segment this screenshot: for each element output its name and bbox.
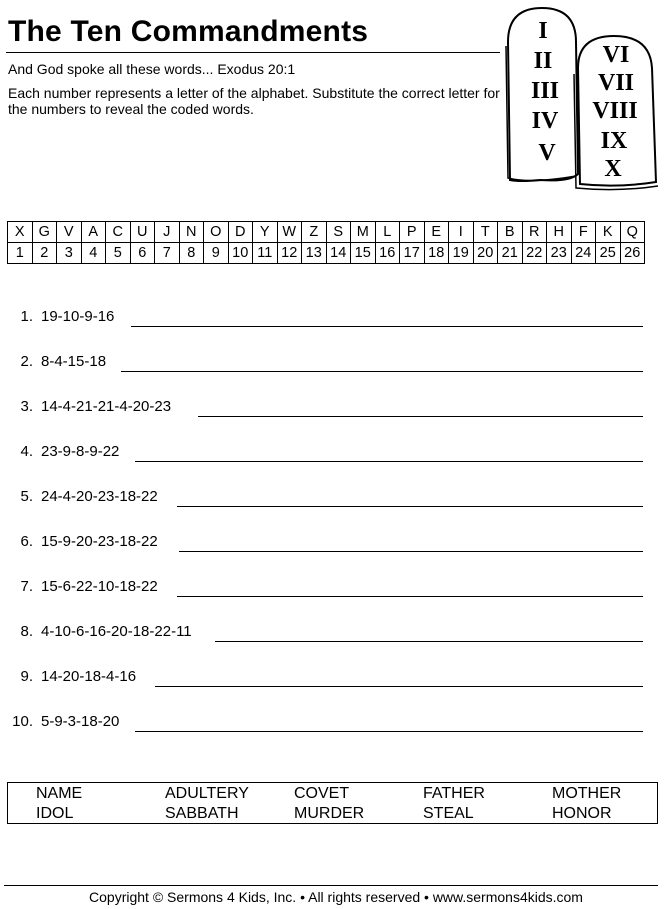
- cipher-letter-cell: U: [130, 222, 155, 243]
- cipher-number-cell: 22: [522, 243, 547, 264]
- cipher-number-cell: 1: [8, 243, 33, 264]
- question-number: 1.: [20, 308, 33, 325]
- answer-line[interactable]: [177, 596, 643, 597]
- cipher-number-cell: 17: [400, 243, 425, 264]
- coded-word-row: [0, 345, 672, 375]
- cipher-letter-cell: Y: [253, 222, 278, 243]
- number-code: 4-10-6-16-20-18-22-11: [41, 623, 192, 640]
- cipher-number-cell: 25: [596, 243, 621, 264]
- numeral-7: VII: [597, 70, 635, 96]
- answer-line[interactable]: [179, 551, 643, 552]
- cipher-letter-cell: M: [351, 222, 376, 243]
- question-number: 5.: [20, 488, 33, 505]
- cipher-number-cell: 7: [155, 243, 180, 264]
- cipher-letter-cell: V: [57, 222, 82, 243]
- cipher-number-cell: 12: [277, 243, 302, 264]
- word-bank-item: NAME: [36, 785, 83, 802]
- numeral-6: VI: [602, 42, 630, 68]
- cipher-letter-cell: Z: [302, 222, 327, 243]
- numeral-3: III: [530, 78, 560, 104]
- number-code: 8-4-15-18: [41, 353, 107, 370]
- word-bank-item: HONOR: [552, 805, 612, 822]
- cipher-key-table: [7, 221, 645, 264]
- cipher-letter-cell: C: [106, 222, 131, 243]
- question-number: 3.: [20, 398, 33, 415]
- cipher-letter-cell: N: [179, 222, 204, 243]
- cipher-number-cell: 18: [424, 243, 449, 264]
- question-number: 4.: [20, 443, 33, 460]
- cipher-letter-cell: X: [8, 222, 33, 243]
- cipher-number-cell: 20: [473, 243, 498, 264]
- answer-line[interactable]: [215, 641, 643, 642]
- cipher-number-cell: 23: [547, 243, 572, 264]
- cipher-letter-cell: I: [449, 222, 474, 243]
- answer-line[interactable]: [121, 371, 643, 372]
- coded-word-row: [0, 570, 672, 600]
- cipher-number-row: [8, 243, 645, 264]
- number-code: 24-4-20-23-18-22: [41, 488, 158, 505]
- cipher-letter-row: [8, 222, 645, 243]
- word-bank-item: FATHER: [423, 785, 485, 802]
- numeral-5: V: [538, 140, 556, 166]
- cipher-number-cell: 24: [571, 243, 596, 264]
- title-divider: [6, 52, 500, 53]
- word-bank: [7, 782, 658, 824]
- coded-word-row: [0, 615, 672, 645]
- cipher-number-cell: 5: [106, 243, 131, 264]
- cipher-letter-cell: L: [375, 222, 400, 243]
- page-title: The Ten Commandments: [8, 15, 369, 48]
- number-code: 5-9-3-18-20: [41, 713, 120, 730]
- cipher-letter-cell: E: [424, 222, 449, 243]
- number-code: 19-10-9-16: [41, 308, 115, 325]
- number-code: 14-20-18-4-16: [41, 668, 137, 685]
- cipher-letter-cell: D: [228, 222, 253, 243]
- cipher-letter-cell: O: [204, 222, 229, 243]
- word-bank-item: MURDER: [294, 805, 365, 822]
- answer-line[interactable]: [198, 416, 643, 417]
- question-number: 2.: [20, 353, 33, 370]
- word-bank-item: MOTHER: [552, 785, 622, 802]
- cipher-number-cell: 15: [351, 243, 376, 264]
- cipher-letter-cell: Q: [620, 222, 645, 243]
- coded-word-row: [0, 435, 672, 465]
- coded-word-row: [0, 390, 672, 420]
- answer-line[interactable]: [155, 686, 643, 687]
- cipher-number-cell: 4: [81, 243, 106, 264]
- word-bank-item: COVET: [294, 785, 350, 802]
- numeral-4: IV: [531, 108, 559, 134]
- cipher-number-cell: 8: [179, 243, 204, 264]
- word-bank-item: SABBATH: [165, 805, 239, 822]
- cipher-letter-cell: G: [32, 222, 57, 243]
- numeral-2: II: [533, 48, 553, 74]
- question-number: 10.: [12, 713, 33, 730]
- question-number: 8.: [20, 623, 33, 640]
- number-code: 14-4-21-21-4-20-23: [41, 398, 172, 415]
- footer-divider: [4, 885, 658, 886]
- question-number: 7.: [20, 578, 33, 595]
- word-bank-item: IDOL: [36, 805, 74, 822]
- stone-tablets-illustration: [500, 2, 666, 192]
- cipher-letter-cell: B: [498, 222, 523, 243]
- cipher-letter-cell: R: [522, 222, 547, 243]
- answer-line[interactable]: [131, 326, 643, 327]
- instructions-text: Each number represents a letter of the alphabet. Substitute the correct letter for the numbers to reveal the coded words.: [8, 85, 500, 117]
- cipher-letter-cell: S: [326, 222, 351, 243]
- cipher-number-cell: 3: [57, 243, 82, 264]
- coded-word-row: [0, 525, 672, 555]
- question-number: 6.: [20, 533, 33, 550]
- numeral-10: X: [604, 156, 622, 182]
- cipher-letter-cell: F: [571, 222, 596, 243]
- cipher-letter-cell: W: [277, 222, 302, 243]
- numeral-1: I: [538, 18, 548, 44]
- number-code: 23-9-8-9-22: [41, 443, 120, 460]
- cipher-number-cell: 11: [253, 243, 278, 264]
- numeral-8: VIII: [592, 98, 638, 124]
- cipher-number-cell: 14: [326, 243, 351, 264]
- question-number: 9.: [20, 668, 33, 685]
- cipher-number-cell: 21: [498, 243, 523, 264]
- cipher-number-cell: 2: [32, 243, 57, 264]
- cipher-number-cell: 26: [620, 243, 645, 264]
- cipher-letter-cell: J: [155, 222, 180, 243]
- answer-line[interactable]: [177, 506, 643, 507]
- scripture-verse: And God spoke all these words... Exodus 20:1: [8, 61, 296, 77]
- word-bank-item: ADULTERY: [165, 785, 249, 802]
- answer-line[interactable]: [135, 731, 643, 732]
- coded-word-row: [0, 705, 672, 735]
- cipher-number-cell: 6: [130, 243, 155, 264]
- number-code: 15-6-22-10-18-22: [41, 578, 158, 595]
- word-bank-item: STEAL: [423, 805, 474, 822]
- cipher-number-cell: 19: [449, 243, 474, 264]
- cipher-number-cell: 13: [302, 243, 327, 264]
- cipher-number-cell: 9: [204, 243, 229, 264]
- cipher-letter-cell: A: [81, 222, 106, 243]
- numeral-9: IX: [600, 128, 628, 154]
- coded-word-row: [0, 300, 672, 330]
- answer-line[interactable]: [135, 461, 643, 462]
- number-code: 15-9-20-23-18-22: [41, 533, 158, 550]
- cipher-letter-cell: T: [473, 222, 498, 243]
- cipher-number-cell: 10: [228, 243, 253, 264]
- coded-word-row: [0, 660, 672, 690]
- cipher-number-cell: 16: [375, 243, 400, 264]
- cipher-letter-cell: K: [596, 222, 621, 243]
- cipher-letter-cell: H: [547, 222, 572, 243]
- copyright-footer: Copyright © Sermons 4 Kids, Inc. • All rights reserved • www.sermons4kids.com: [89, 889, 583, 905]
- cipher-letter-cell: P: [400, 222, 425, 243]
- coded-word-row: [0, 480, 672, 510]
